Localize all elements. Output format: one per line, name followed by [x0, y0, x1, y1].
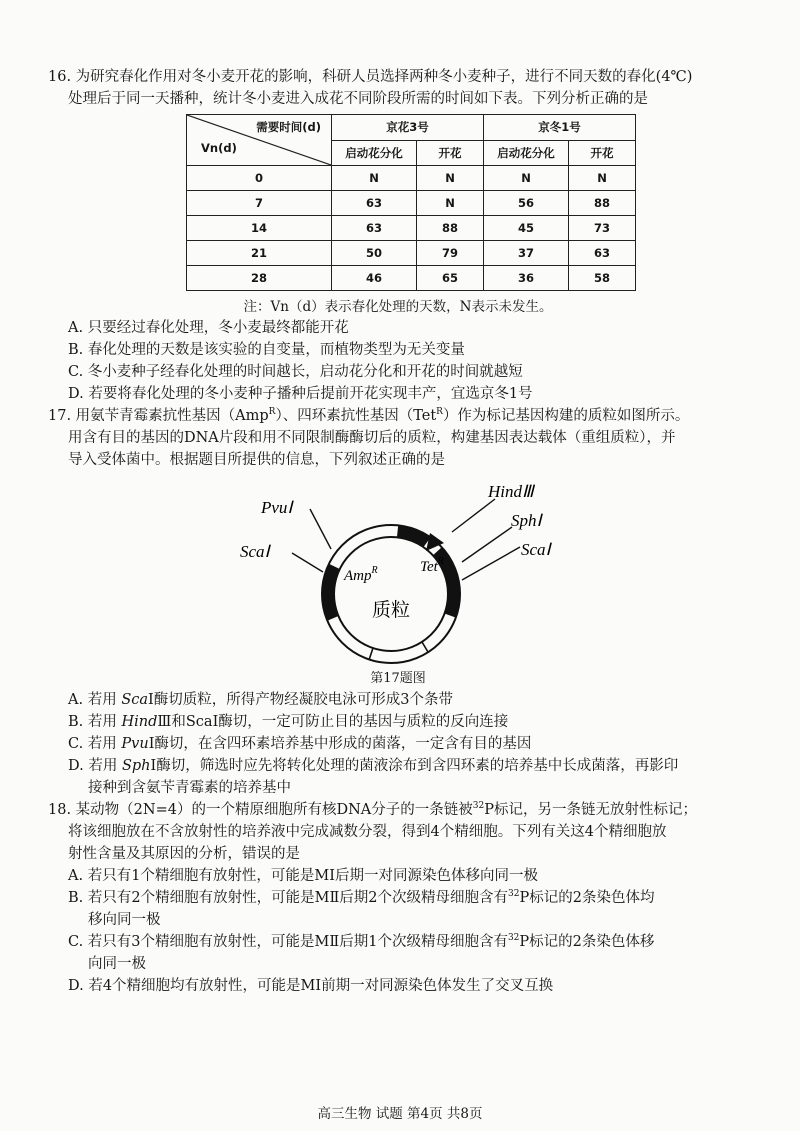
tet-label: Tet$^R$ — [420, 556, 444, 575]
table-cell: 28 — [187, 266, 332, 291]
q16-option-c: C. 冬小麦种子经春化处理的时间越长，启动花分化和开花的时间就越短 — [68, 364, 523, 380]
table-cell: 56 — [484, 191, 569, 216]
plasmid-outer-ring — [322, 525, 460, 663]
table-cell: N — [417, 191, 484, 216]
q18-option-d: D. 若4个精细胞均有放射性，可能是MⅠ前期一对同源染色体发生了交叉互换 — [68, 978, 554, 994]
variety-header-1: 京花3号 — [332, 115, 484, 141]
table-cell: 45 — [484, 216, 569, 241]
q17-stem-line-2: 用含有目的基因的DNA片段和用不同限制酶酶切后的质粒，构建基因表达载体（重组质粒），并 — [68, 430, 676, 446]
q17-option-c: C. 若用 PvuⅠ酶切，在含四环素培养基中形成的菌落，一定含有目的基因 — [68, 736, 532, 752]
table-row — [187, 241, 636, 266]
corner-bottom-label: Vn(d) — [201, 141, 237, 155]
sub-header: 启动花分化 — [484, 140, 569, 166]
variety-header-2: 京冬1号 — [484, 115, 636, 141]
table-cell: 73 — [569, 216, 636, 241]
table-row — [187, 166, 636, 191]
q16-stem-line-1: 16. 为研究春化作用对冬小麦开花的影响，科研人员选择两种冬小麦种子，进行不同天数的春化(4℃) — [48, 69, 693, 85]
q16-option-b: B. 春化处理的天数是该实验的自变量，而植物类型为无关变量 — [68, 342, 465, 358]
table-cell: 14 — [187, 216, 332, 241]
hind-label: HindⅢ — [488, 482, 534, 501]
question-16 — [48, 66, 748, 405]
q17-option-d-cont: 接种到含氨苄青霉素的培养基中 — [88, 780, 291, 796]
q18-stem-line-1: 18. 某动物（2N=4）的一个精原细胞所有核DNA分子的一条链被$^{32}$P标记，另一条链无放射性标记； — [48, 801, 697, 818]
table-cell: 65 — [417, 266, 484, 291]
table-cell: 88 — [417, 216, 484, 241]
table-cell: 0 — [187, 166, 332, 191]
sca-left-label: ScaⅠ — [240, 542, 270, 561]
table-cell: 21 — [187, 241, 332, 266]
q18-option-c: C. 若只有3个精细胞有放射性，可能是MⅡ后期1个次级精母细胞含有$^{32}$P标记的2条染色体移 — [68, 933, 655, 950]
table-row — [187, 216, 636, 241]
q18-option-b-cont: 移向同一极 — [88, 912, 161, 928]
q18-option-b: B. 若只有2个精细胞有放射性，可能是MⅡ后期2个次级精母细胞含有$^{32}$P标记的2条染色体均 — [68, 889, 655, 906]
q16-option-a: A. 只要经过春化处理，冬小麦最终都能开花 — [68, 320, 349, 336]
amp-label: Amp$^R$ — [344, 565, 378, 584]
table-cell: 50 — [332, 241, 417, 266]
page-footer: 高三生物 试题 第4页 共8页 — [317, 1106, 483, 1122]
table-row — [187, 266, 636, 291]
pvu-site-line — [310, 509, 331, 549]
q17-stem-line-3: 导入受体菌中。根据题目所提供的信息，下列叙述正确的是 — [68, 452, 445, 468]
plasmid-inner-ring — [334, 537, 448, 651]
table-cell: N — [484, 166, 569, 191]
table-row — [187, 191, 636, 216]
q18-option-c-cont: 向同一极 — [88, 956, 146, 972]
plasmid-diagram — [48, 477, 748, 667]
table-cell: N — [332, 166, 417, 191]
q18-option-a: A. 若只有1个精细胞有放射性，可能是MⅠ后期一对同源染色体移向同一极 — [68, 868, 538, 884]
q17-option-d: D. 若用 SphⅠ酶切，筛选时应先将转化处理的菌液涂布到含四环素的培养基中长成菌落，再影印 — [68, 758, 679, 774]
table-cell: 63 — [569, 241, 636, 266]
sub-header: 开花 — [569, 140, 636, 166]
q16-stem-line-2: 处理后于同一天播种，统计冬小麦进入成花不同阶段所需的时间如下表。下列分析正确的是 — [68, 91, 648, 107]
q18-stem-line-2: 将该细胞放在不含放射性的培养液中完成减数分裂，得到4个精细胞。下列有关这4个精细胞放 — [68, 824, 667, 840]
sph-site-line — [462, 527, 512, 562]
table-cell: 7 — [187, 191, 332, 216]
table-cell: 88 — [569, 191, 636, 216]
table-cell: 46 — [332, 266, 417, 291]
exam-page — [48, 66, 748, 997]
question-17 — [48, 405, 748, 799]
sca-right-site-line — [462, 547, 520, 580]
table-cell: 37 — [484, 241, 569, 266]
pvu-label: PvuⅠ — [261, 498, 293, 517]
corner-top-label: 需要时间(d) — [256, 120, 321, 134]
hind-site-line — [452, 499, 495, 532]
table-cell: 63 — [332, 216, 417, 241]
table-cell: 58 — [569, 266, 636, 291]
vernalization-table — [186, 114, 636, 291]
sca-left-site-line — [292, 553, 323, 572]
question-18 — [48, 799, 748, 997]
table-cell: N — [569, 166, 636, 191]
figure-caption: 第17题图 — [370, 671, 426, 686]
table-cell: N — [417, 166, 484, 191]
sub-header: 开花 — [417, 140, 484, 166]
q16-option-d: D. 若要将春化处理的冬小麦种子播种后提前开花实现丰产，宜选京冬1号 — [68, 386, 533, 402]
ring-tick — [369, 648, 373, 660]
q18-stem-line-3: 射性含量及其原因的分析，错误的是 — [68, 846, 300, 862]
plasmid-center-label: 质粒 — [371, 599, 411, 621]
q17-option-b: B. 若用 HindⅢ和ScaⅠ酶切，一定可防止目的基因与质粒的反向连接 — [68, 714, 509, 730]
sca-right-label: ScaⅠ — [521, 540, 551, 559]
table-note: 注：Vn（d）表示春化处理的天数，N表示未发生。 — [243, 299, 553, 315]
table-cell: 63 — [332, 191, 417, 216]
sph-label: SphⅠ — [511, 511, 542, 530]
q17-stem-line-1: 17. 用氨苄青霉素抗性基因（Amp$^R$）、四环素抗性基因（Tet$^R$）作为标记基因构建的质粒如图所示。 — [48, 407, 690, 424]
table-cell: 36 — [484, 266, 569, 291]
plasmid-figure — [48, 477, 748, 667]
table-cell: 79 — [417, 241, 484, 266]
table-corner-cell — [187, 115, 332, 166]
q17-option-a: A. 若用 ScaⅠ酶切质粒，所得产物经凝胶电泳可形成3个条带 — [68, 692, 453, 708]
ring-tick — [422, 642, 428, 652]
sub-header: 启动花分化 — [332, 140, 417, 166]
